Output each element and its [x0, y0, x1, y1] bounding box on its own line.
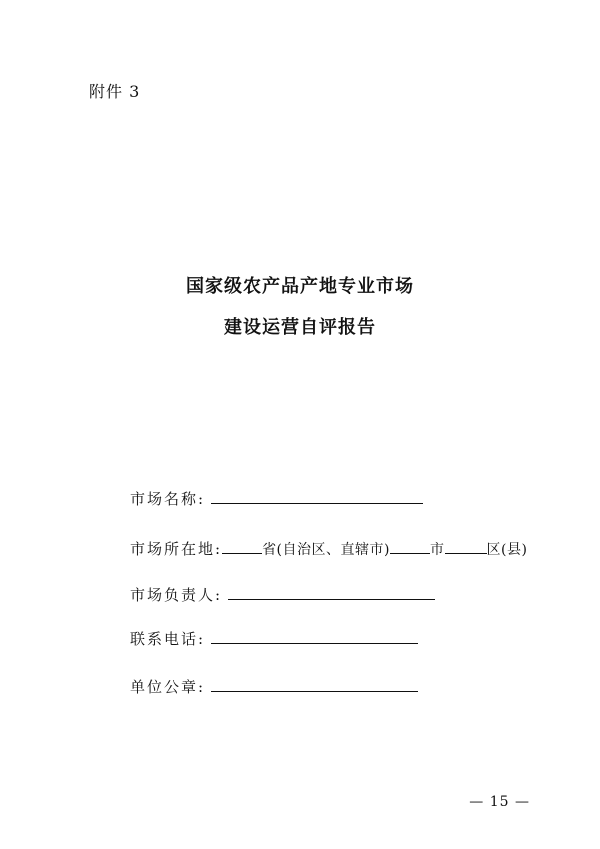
- province-blank[interactable]: [222, 539, 262, 554]
- market-location-label: 市场所在地:: [130, 540, 223, 558]
- city-blank[interactable]: [390, 539, 430, 554]
- market-person-label: 市场负责人:: [130, 586, 223, 604]
- seal-blank[interactable]: [211, 677, 418, 692]
- report-title-line-2: 建设运营自评报告: [224, 317, 376, 338]
- phone-blank[interactable]: [211, 629, 418, 644]
- phone-label: 联系电话:: [130, 630, 206, 648]
- market-person-blank[interactable]: [228, 585, 435, 600]
- page-number: — 15 —: [469, 794, 530, 810]
- province-unit: 省(自治区、直辖市): [262, 542, 390, 558]
- seal-label: 单位公章:: [130, 678, 206, 696]
- market-name-blank[interactable]: [211, 489, 423, 504]
- report-title-line-1: 国家级农产品产地专业市场: [186, 276, 414, 297]
- market-name-row: [130, 488, 423, 509]
- city-unit: 市: [430, 542, 445, 558]
- phone-row: [130, 628, 418, 649]
- market-location-row: [130, 538, 527, 559]
- market-name-label: 市场名称:: [130, 490, 206, 508]
- attachment-label: 附件 3: [89, 82, 141, 101]
- district-unit: 区(县): [486, 542, 528, 558]
- seal-row: [130, 676, 418, 697]
- market-person-row: [130, 584, 435, 605]
- district-blank[interactable]: [445, 539, 487, 554]
